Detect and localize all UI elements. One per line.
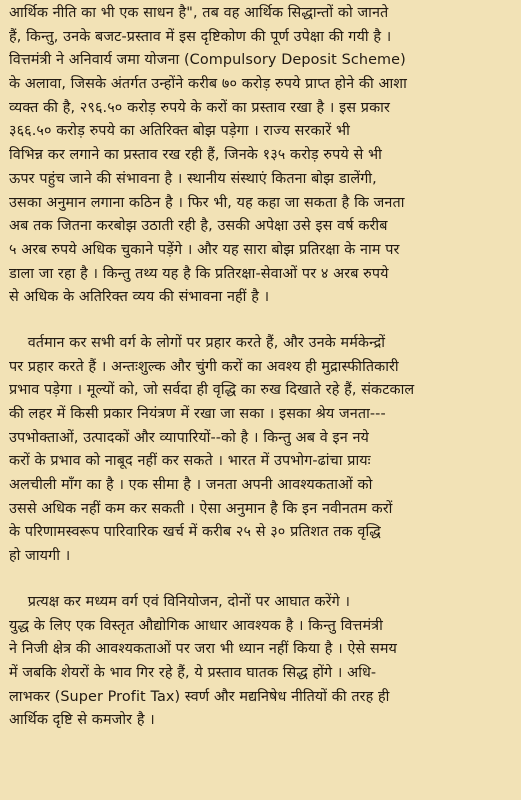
text-line: के अलावा, जिसके अंतर्गत उन्होंने करीब ७० करोड़ रुपये प्राप्त होने की आशा [9,76,407,93]
text-line: वर्तमान कर सभी वर्ग के लोगों पर प्रहार करते हैं, और उनके मर्मकेन्द्रों [9,334,386,351]
text-line: पर प्रहार करते हैं । अन्तःशुल्क और चुंगी करों का अवश्य ही मुद्रास्फीतिकारी [9,358,399,375]
text-line: ३६६.५० करोड़ रुपये का अतिरिक्त बोझ पड़ेगा । राज्य सरकारें भी [9,123,350,140]
text-line: करों के प्रभाव को नाबूद नहीं कर सकते । भारत में उपभोग-ढांचा प्रायः [9,453,371,470]
text-line: प्रभाव पड़ेगा । मूल्यों को, जो सर्वदा ही वृद्धि का रुख दिखाते रहे हैं, संकटकाल [9,382,415,399]
text-line: उपभोक्ताओं, उत्पादकों और व्यापारियों--को है । किन्तु अब वे इन नये [9,429,369,446]
text-line: आर्थिक दृष्टि से कमजोर है । [9,712,155,729]
text-line: प्रत्यक्ष कर मध्यम वर्ग एवं विनियोजन, दोनों पर आघात करेंगे । [9,593,351,610]
text-line: लाभकर (Super Profit Tax) स्वर्ण और मद्यनिषेध नीतियों की तरह ही [9,688,390,705]
text-line: वित्तमंत्री ने अनिवार्य जमा योजना (Compulsory Deposit Scheme) [9,52,406,69]
text-line: उसका अनुमान लगाना कठिन है । फिर भी, यह कहा जा सकता है कि जनता [9,194,405,211]
text-line: आर्थिक नीति का भी एक साधन है", तब वह आर्थिक सिद्धान्तों को जानते [9,5,389,21]
text-line: में जबकि शेयरों के भाव गिर रहे हैं, ये प्रस्ताव घातक सिद्ध होंगे । अधि- [9,664,377,681]
text-line: से अधिक के अतिरिक्त व्यय की संभावना नहीं है । [9,289,270,306]
text-line: अब तक जितना करबोझ उठाती रही है, उसकी अपेक्षा उसे इस वर्ष करीब [9,218,388,235]
text-line: की लहर में किसी प्रकार नियंत्रण में रखा जा सका । इसका श्रेय जनता--- [9,406,386,422]
paragraph-spacer [9,310,515,332]
text-line: ऊपर पहुंच जाने की संभावना है । स्थानीय संस्थाएं कितना बोझ डालेंगी, [9,170,377,187]
text-line: ने निजी क्षेत्र की आवश्यकताओं पर जरा भी ध्यान नहीं किया है । ऐसे समय [9,641,397,658]
text-line: ५ अरब रुपये अधिक चुकाने पड़ेंगे । और यह सारा बोझ प्रतिरक्षा के नाम पर [9,241,400,258]
text-line: व्यक्त की है, २९६.५० करोड़ रुपये के करों का प्रस्ताव रखा है । इस प्रकार [9,99,390,116]
text-line: डाला जा रहा है । किन्तु तथ्य यह है कि प्रतिरक्षा-सेवाओं पर ४ अरब रुपये [9,265,389,282]
text-line: विभिन्न कर लगाने का प्रस्ताव रख रही हैं, जिनके १३५ करोड़ रुपये से भी [9,147,382,164]
paragraph-3 [9,591,515,733]
text-line: हो जायगी । [9,548,71,565]
text-line: युद्ध के लिए एक विस्तृत औद्योगिक आधार आवश्यक है । किन्तु वित्तमंत्री [9,617,383,634]
text-line: अलचीली माँग का है । एक सीमा है । जनता अपनी आवश्यकताओं को [9,477,373,494]
text-line: हैं, किन्तु, उनके बजट-प्रस्ताव में इस दृष्टिकोण की पूर्ण उपेक्षा की गयी है । [9,28,392,45]
paragraph-2 [9,332,515,569]
text-line: के परिणामस्वरूप पारिवारिक खर्च में करीब २५ से ३० प्रतिशत तक वृद्धि [9,524,381,541]
paragraph-spacer [9,569,515,591]
text-line: उससे अधिक नहीं कम कर सकती । ऐसा अनुमान है कि इन नवीनतम करों [9,500,393,517]
paragraph-1 [9,2,515,310]
